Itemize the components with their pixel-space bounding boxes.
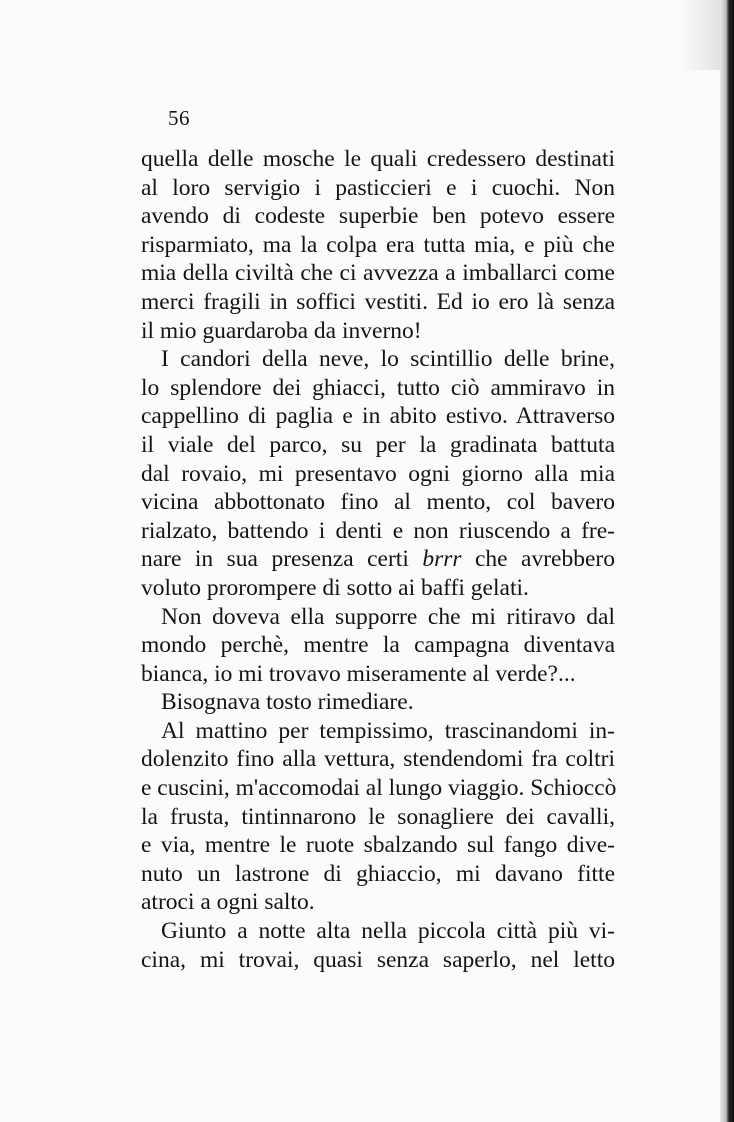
- text-line: rialzato, battendo i denti e non riuscendo a fre-: [141, 517, 615, 544]
- text-line: cina, mi trovai, quasi senza saperlo, nel letto: [141, 946, 615, 973]
- text-line: risparmiato, ma la colpa era tutta mia, e più che: [141, 231, 615, 258]
- page-edge-shadow: [680, 0, 720, 70]
- text-line: quella delle mosche le quali credessero destinati: [141, 146, 615, 172]
- text-line: nare in sua presenza certi brrr che avrebbero: [141, 546, 615, 573]
- text-line: nuto un lastrone di ghiaccio, mi davano fitte: [141, 860, 615, 887]
- text-line: bianca, io mi trovavo miseramente al verde?...: [141, 660, 576, 687]
- text-line: il mio guardaroba da inverno!: [141, 317, 422, 344]
- text-line: merci fragili in soffici vestiti. Ed io ero là senza: [141, 288, 615, 315]
- text-line: dolenzito fino alla vettura, stendendomi fra coltri: [141, 746, 615, 773]
- italic-word: brrr: [422, 546, 462, 573]
- text-line: Al mattino per tempissimo, trascinandomi in-: [161, 717, 615, 744]
- text-line: e cuscini, m'accomodai al lungo viaggio. Schioccò: [141, 775, 617, 802]
- text-line: I candori della neve, lo scintillio delle brine,: [161, 346, 615, 373]
- text-line: la frusta, tintinnarono le sonagliere dei cavalli,: [141, 803, 615, 830]
- text-line: Bisognava tosto rimediare.: [161, 689, 414, 716]
- text-line: Giunto a notte alta nella piccola città più vi-: [161, 918, 615, 945]
- text-line: mia della civiltà che ci avvezza a imballarci come: [141, 260, 615, 287]
- text-line: mondo perchè, mentre la campagna diventava: [141, 632, 615, 659]
- text-line: voluto prorompere di sotto ai baffi gelati.: [141, 574, 529, 601]
- text-line: cappellino di paglia e in abito estivo. Attraverso: [141, 403, 615, 430]
- text-line: il viale del parco, su per la gradinata battuta: [141, 431, 615, 458]
- text-line: vicina abbottonato fino al mento, col bavero: [141, 489, 615, 516]
- text-line: Non doveva ella supporre che mi ritiravo dal: [161, 603, 615, 630]
- text-line: avendo di codeste superbie ben potevo essere: [141, 203, 615, 230]
- text-line: al loro servigio i pasticcieri e i cuochi. Non: [141, 174, 615, 201]
- text-line: dal rovaio, mi presentavo ogni giorno alla mia: [141, 460, 615, 487]
- body-text: [141, 145, 615, 974]
- book-spine-edge: [720, 0, 734, 1122]
- text-line: e via, mentre le ruote sbalzando sul fango dive-: [141, 832, 615, 859]
- text-line: atroci a ogni salto.: [141, 889, 315, 916]
- page-number: 56: [168, 106, 190, 130]
- text-line: lo splendore dei ghiacci, tutto ciò ammiravo in: [141, 374, 615, 401]
